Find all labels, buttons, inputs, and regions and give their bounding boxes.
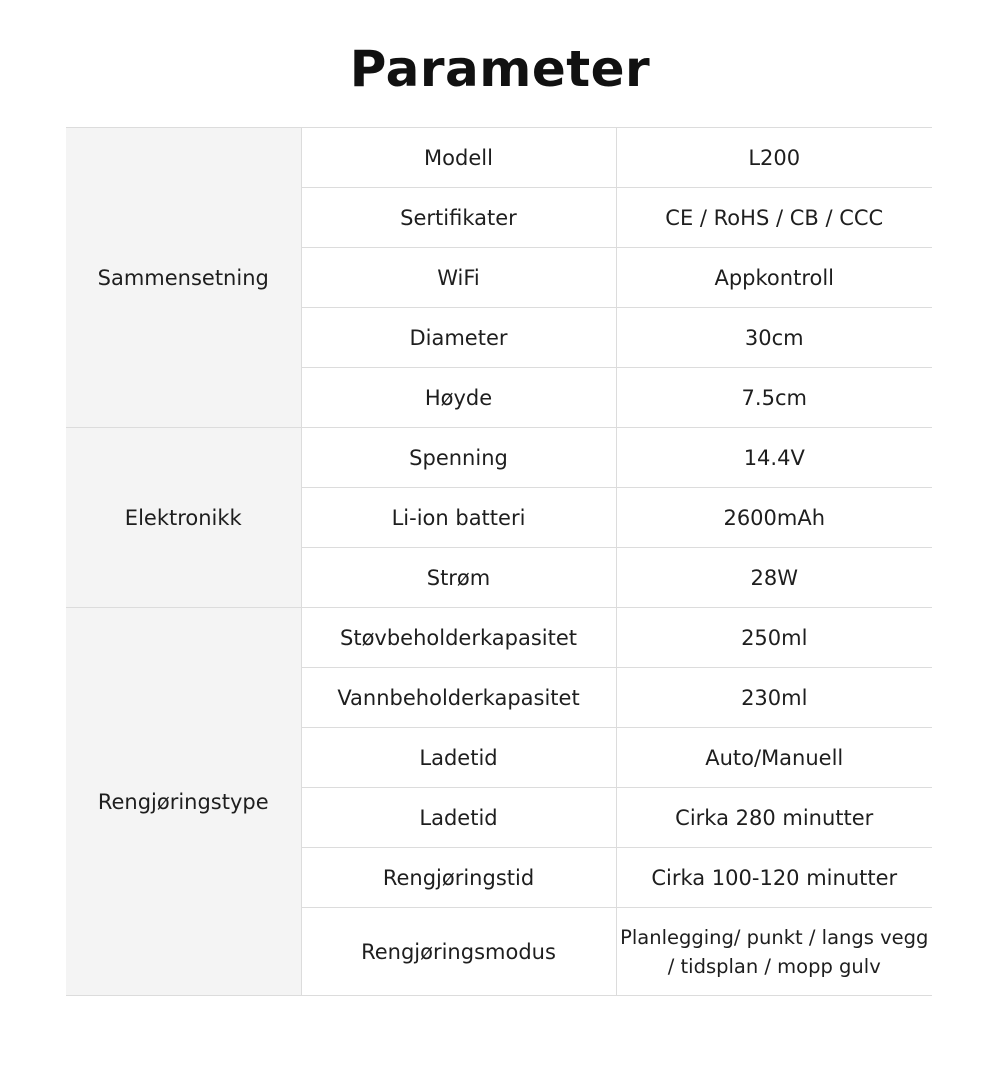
table-row: [66, 428, 932, 488]
group-label-rengjoringstype: Rengjøringstype: [66, 608, 301, 996]
param-name: Vannbeholderkapasitet: [301, 668, 616, 728]
parameter-table: [66, 127, 932, 996]
param-name: WiFi: [301, 248, 616, 308]
param-value: L200: [616, 128, 932, 188]
param-name: Ladetid: [301, 788, 616, 848]
group-label-sammensetning: Sammensetning: [66, 128, 301, 428]
param-value: Auto/Manuell: [616, 728, 932, 788]
param-value: 7.5cm: [616, 368, 932, 428]
param-value: Appkontroll: [616, 248, 932, 308]
param-value: 250ml: [616, 608, 932, 668]
param-name: Li-ion batteri: [301, 488, 616, 548]
param-name: Sertifikater: [301, 188, 616, 248]
group-label-elektronikk: Elektronikk: [66, 428, 301, 608]
param-value: Cirka 100-120 minutter: [616, 848, 932, 908]
param-name: Støvbeholderkapasitet: [301, 608, 616, 668]
param-value: 230ml: [616, 668, 932, 728]
param-name: Høyde: [301, 368, 616, 428]
param-value: Cirka 280 minutter: [616, 788, 932, 848]
param-name: Ladetid: [301, 728, 616, 788]
param-value: CE / RoHS / CB / CCC: [616, 188, 932, 248]
param-name: Rengjøringsmodus: [301, 908, 616, 996]
param-name: Modell: [301, 128, 616, 188]
param-name: Rengjøringstid: [301, 848, 616, 908]
param-value: 28W: [616, 548, 932, 608]
table-row: [66, 608, 932, 668]
param-value: Planlegging/ punkt / langs vegg / tidsplan / mopp gulv: [616, 908, 932, 996]
param-name: Spenning: [301, 428, 616, 488]
param-name: Diameter: [301, 308, 616, 368]
param-value: 2600mAh: [616, 488, 932, 548]
table-row: [66, 128, 932, 188]
param-value: 14.4V: [616, 428, 932, 488]
param-value: 30cm: [616, 308, 932, 368]
page-title: Parameter: [349, 40, 651, 98]
param-name: Strøm: [301, 548, 616, 608]
